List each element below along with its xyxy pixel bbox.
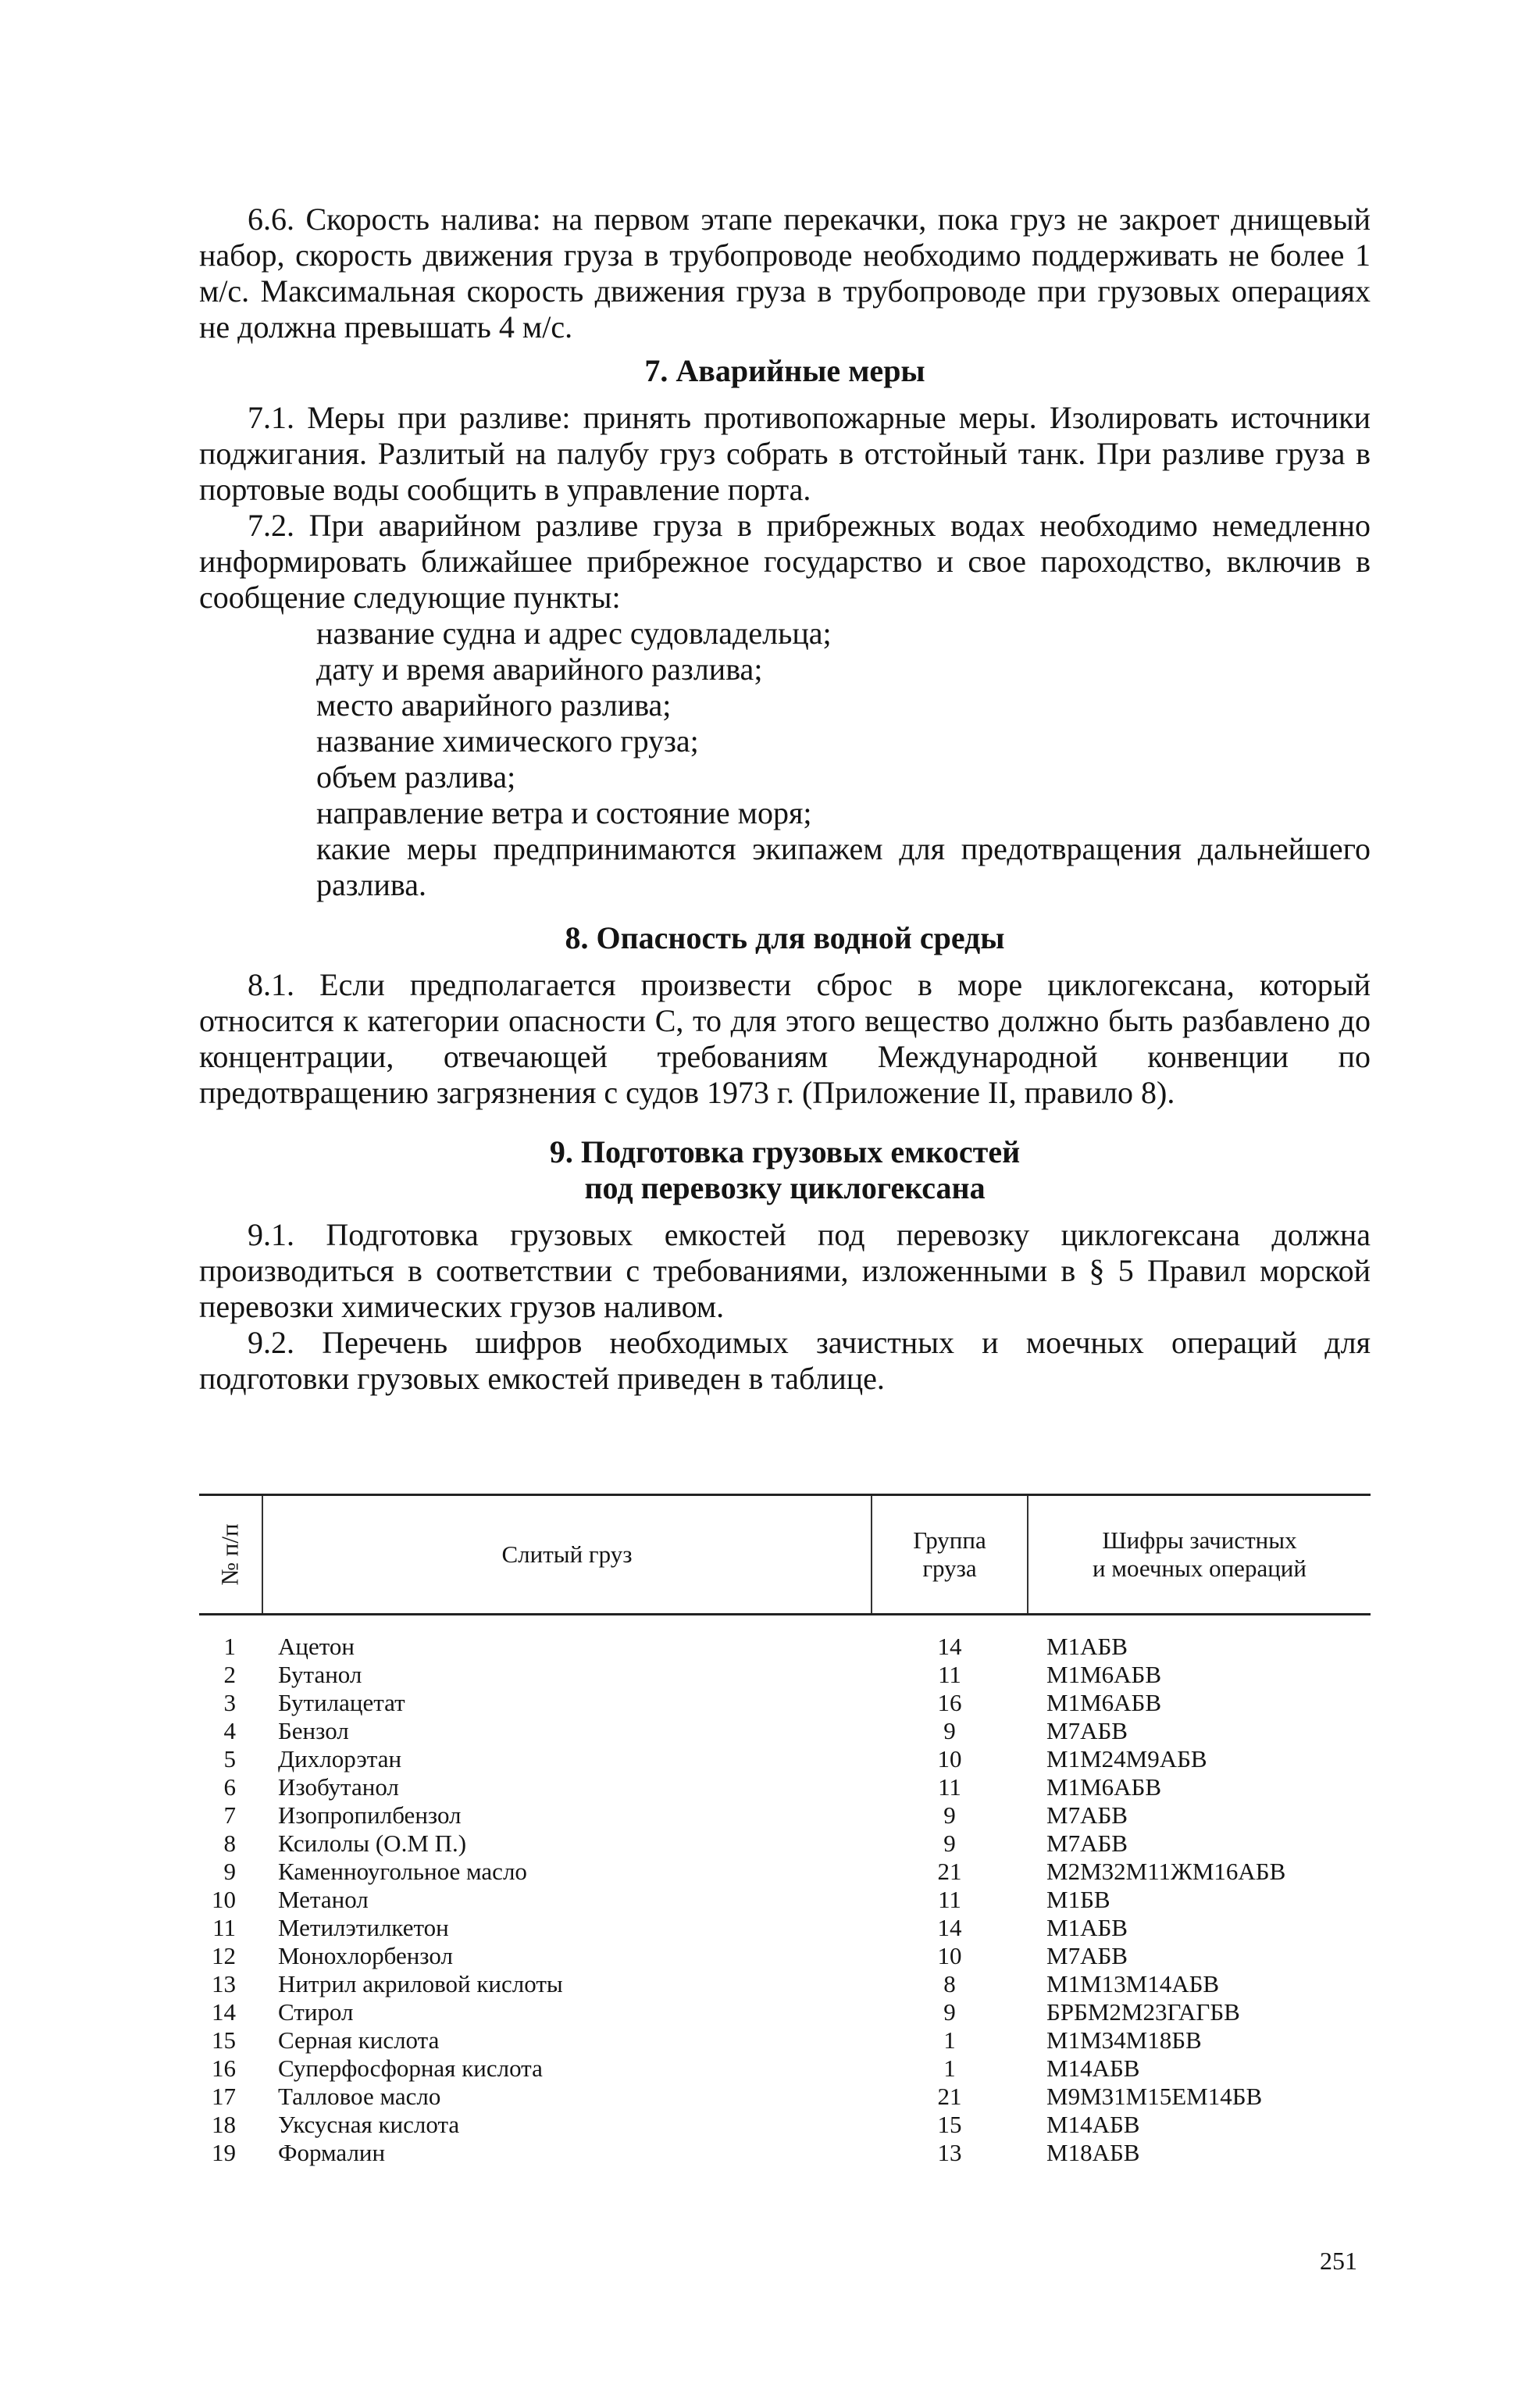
table-row [199,2026,1371,2055]
operation-code: М1М34М18БВ [1046,2026,1202,2054]
operation-code: М1М6АБВ [1046,1689,1161,1716]
operation-code: М1АБВ [1046,1633,1128,1660]
cargo-name: Метилэтилкетон [278,1914,449,1941]
list-item: место аварийного разлива; [316,687,672,723]
row-number: 18 [212,2111,236,2138]
cargo-name: Бутилацетат [278,1689,405,1716]
table-row [199,1886,1371,1914]
table-row [199,1970,1371,1998]
table-row [199,1942,1371,1970]
operation-code: М7АБВ [1046,1717,1128,1744]
incident-report-list [199,616,1371,903]
cargo-group: 15 [937,2111,962,2138]
list-item: название судна и адрес судовладельца; [316,616,832,651]
cargo-group: 9 [943,1717,956,1744]
table-row [199,1689,1371,1717]
row-number: 16 [212,2055,236,2082]
table-row [199,1830,1371,1858]
cargo-name: Дихлорэтан [278,1745,402,1772]
table-row [199,2083,1371,2111]
list-item: направление ветра и состояние моря; [316,795,812,830]
table-row [199,1615,1371,1662]
row-number: 11 [212,1914,236,1941]
paragraph-9-1: 9.1. Подготовка грузовых емкостей под перевозку циклогексана должна производиться в соответствии с требованиями, изложенными в § 5 Правил морской перевозки химических грузов наливом. [199,1217,1371,1324]
cargo-name: Изобутанол [278,1773,399,1801]
row-number: 12 [212,1942,236,1969]
row-number: 9 [223,1858,236,1885]
cargo-name: Изопропилбензол [278,1801,462,1829]
paragraph-7-2: 7.2. При аварийном разливе груза в прибрежных водах необходимо немедленно информировать ближайшее прибрежное государство и свое пароходство, включив в сообщение следующие пункты: [199,508,1371,615]
cargo-group: 8 [943,1970,956,1997]
list-item: название химического груза; [316,723,699,759]
cargo-group: 16 [937,1689,962,1716]
cargo-name: Метанол [278,1886,369,1913]
row-number: 14 [212,1998,236,2026]
operation-code: М14АБВ [1046,2055,1140,2082]
cargo-group: 9 [943,1830,956,1857]
cargo-name: Монохлорбензол [278,1942,453,1969]
operation-code: М1М6АБВ [1046,1773,1161,1801]
header-codes: Шифры зачистных и моечных операций [1028,1495,1371,1615]
operation-code: М1БВ [1046,1886,1110,1913]
cargo-group: 1 [943,2055,956,2082]
cargo-name: Нитрил акриловой кислоты [278,1970,563,1997]
table-row [199,1717,1371,1745]
cargo-name: Каменноугольное масло [278,1858,527,1885]
cargo-name: Ацетон [278,1633,355,1660]
table-row [199,1801,1371,1830]
row-number: 8 [223,1830,236,1857]
cargo-name: Бензол [278,1717,349,1744]
cargo-group: 21 [937,1858,962,1885]
paragraph-9-2: 9.2. Перечень шифров необходимых зачистных и моечных операций для подготовки грузовых емкостей приведен в таблице. [199,1325,1371,1396]
heading-section-7: 7. Аварийные меры [644,353,925,388]
paragraph-8-1: 8.1. Если предполагается произвести сброс в море циклогексана, который относится к категории опасности С, то для этого вещество должно быть разбавлено до концентрации, отвечающей требованиям Международной конвенции по предотвращению загрязнения с судов 1973 г. (Приложение II, правило 8). [199,967,1371,1110]
operation-code: М1АБВ [1046,1914,1128,1941]
operation-code: БРБМ2М23ГАГБВ [1046,1998,1240,2026]
operation-code: М18АБВ [1046,2139,1140,2166]
cargo-name: Уксусная кислота [278,2111,460,2138]
cargo-group: 21 [937,2083,962,2110]
row-number: 3 [223,1689,236,1716]
cargo-group: 14 [937,1914,962,1941]
cargo-group: 10 [937,1745,962,1772]
table-row [199,1773,1371,1801]
cargo-group: 11 [938,1773,961,1801]
row-number: 5 [223,1745,236,1772]
table-row [199,2055,1371,2083]
table-row [199,1914,1371,1942]
list-item: дату и время аварийного разлива; [316,652,763,687]
header-number: № п/п [199,1495,262,1615]
row-number: 15 [212,2026,236,2054]
operation-code: М1М13М14АБВ [1046,1970,1220,1997]
row-number: 2 [223,1661,236,1688]
paragraph-6-6: 6.6. Скорость налива: на первом этапе перекачки, пока груз не закроет днищевый набор, скорость движения груза в трубопроводе необходимо поддерживать не более 1 м/с. Максимальная скорость движения груза в трубопроводе при грузовых операциях не должна превышать 4 м/с. [199,202,1371,344]
table-row [199,1745,1371,1773]
operation-code: М14АБВ [1046,2111,1140,2138]
row-number: 6 [223,1773,236,1801]
cargo-name: Формалин [278,2139,386,2166]
row-number: 19 [212,2139,236,2166]
cargo-group: 14 [937,1633,962,1660]
table-row [199,1858,1371,1886]
table-row [199,1998,1371,2026]
row-number: 1 [223,1633,236,1660]
cargo-name: Суперфосфорная кислота [278,2055,543,2082]
heading-section-9-line1: 9. Подготовка грузовых емкостей [549,1134,1021,1169]
page-number: 251 [1320,2247,1357,2275]
operation-code: М7АБВ [1046,1801,1128,1829]
cargo-group: 10 [937,1942,962,1969]
operation-code: М9М31М15ЕМ14БВ [1046,2083,1263,2110]
cargo-name: Бутанол [278,1661,362,1688]
row-number: 7 [223,1801,236,1829]
operation-code: М7АБВ [1046,1830,1128,1857]
row-number: 4 [223,1717,236,1744]
cargo-group: 9 [943,1801,956,1829]
table-header-row [199,1495,1371,1615]
list-item: объем разлива; [316,759,516,794]
heading-section-8: 8. Опасность для водной среды [565,920,1005,955]
cargo-name: Талловое масло [278,2083,441,2110]
cleaning-codes-table [199,1494,1371,2167]
text-section [199,202,1371,1397]
table-row [199,2111,1371,2139]
heading-section-9-line2: под перевозку циклогексана [584,1170,986,1205]
cargo-group: 11 [938,1886,961,1913]
paragraph-7-1: 7.1. Меры при разливе: принять противопожарные меры. Изолировать источники поджигания. Разлитый на палубу груз собрать в отстойный танк. При разливе груза в портовые воды сообщить в управление порта. [199,400,1371,507]
cargo-name: Ксилолы (О.М П.) [278,1830,467,1857]
cargo-name: Стирол [278,1998,354,2026]
cargo-group: 13 [937,2139,962,2166]
operation-code: М2М32М11ЖМ16АБВ [1046,1858,1286,1885]
header-group: Группа груза [872,1495,1028,1615]
cargo-group: 1 [943,2026,956,2054]
row-number: 17 [212,2083,236,2110]
list-item: какие меры предпринимаются экипажем для предотвращения дальнейшего разлива. [316,831,1371,902]
cargo-group: 11 [938,1661,961,1688]
row-number: 13 [212,1970,236,1997]
operation-code: М1М6АБВ [1046,1661,1161,1688]
table-row [199,2139,1371,2167]
operation-code: М7АБВ [1046,1942,1128,1969]
row-number: 10 [212,1886,236,1913]
table-row [199,1661,1371,1689]
cargo-group: 9 [943,1998,956,2026]
header-cargo: Слитый груз [262,1495,872,1615]
cargo-name: Серная кислота [278,2026,440,2054]
operation-code: М1М24М9АБВ [1046,1745,1207,1772]
